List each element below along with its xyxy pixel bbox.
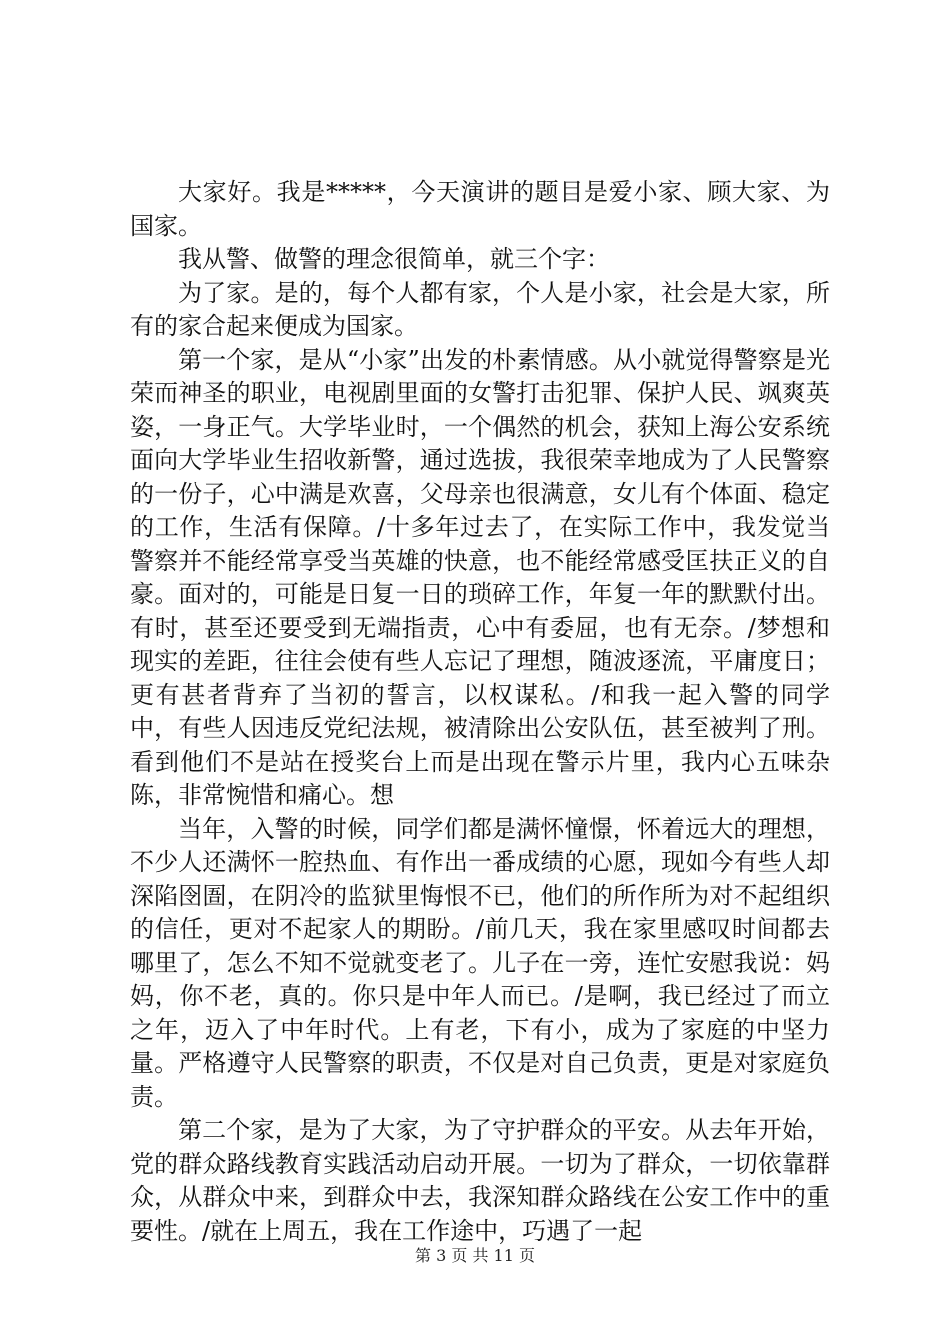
paragraph-greeting: 大家好。我是*****，今天演讲的题目是爱小家、顾大家、为国家。	[130, 178, 830, 240]
body-text	[130, 176, 830, 1248]
paragraph-for-home: 为了家。是的，每个人都有家，个人是小家，社会是大家，所有的家合起来便成为国家。	[130, 278, 830, 340]
page-number-footer: 第 3 页 共 11 页	[415, 1246, 535, 1265]
paragraph-philosophy: 我从警、做警的理念很简单，就三个字：	[178, 245, 610, 273]
paragraph-second-home: 第二个家，是为了大家，为了守护群众的平安。从去年开始，党的群众路线教育实践活动启动开展。一切为了群众，一切依靠群众，从群众中来，到群众中去，我深知群众路线在公安工作中的重要性。/就在上周五，我在工作途中，巧遇了一起	[130, 1116, 830, 1245]
paragraph-first-home: 第一个家，是从“小家”出发的朴素情感。从小就觉得警察是光荣而神圣的职业，电视剧里面的女警打击犯罪、保护人民、飒爽英姿，一身正气。大学毕业时，一个偶然的机会，获知上海公安系统面向大学毕业生招收新警，通过选拔，我很荣幸地成为了人民警察的一份子，心中满是欢喜，父母亲也很满意，女儿有个体面、稳定的工作，生活有保障。/十多年过去了，在实际工作中，我发觉当警察并不能经常享受当英雄的快意，也不能经常感受匡扶正义的自豪。面对的，可能是日复一日的琐碎工作，年复一年的默默付出。有时，甚至还要受到无端指责，心中有委屈，也有无奈。/梦想和现实的差距，往往会使有些人忘记了理想，随波逐流，平庸度日；更有甚者背弃了当初的誓言，以权谋私。/和我一起入警的同学中，有些人因违反党纪法规，被清除出公安队伍，甚至被判了刑。看到他们不是站在授奖台上而是出现在警示片里，我内心五味杂陈，非常惋惜和痛心。想	[130, 345, 830, 809]
paragraph-entering-police: 当年，入警的时候，同学们都是满怀憧憬，怀着远大的理想，不少人还满怀一腔热血、有作出一番成绩的心愿，现如今有些人却深陷囹圄，在阴冷的监狱里悔恨不已，他们的所作所为对不起组织的信任，更对不起家人的期盼。/前几天，我在家里感叹时间都去哪里了，怎么不知不觉就变老了。儿子在一旁，连忙安慰我说：妈妈，你不老，真的。你只是中年人而已。/是啊，我已经过了而立之年，迈入了中年时代。上有老，下有小，成为了家庭的中坚力量。严格遵守人民警察的职责，不仅是对自己负责，更是对家庭负责。	[130, 814, 830, 1111]
